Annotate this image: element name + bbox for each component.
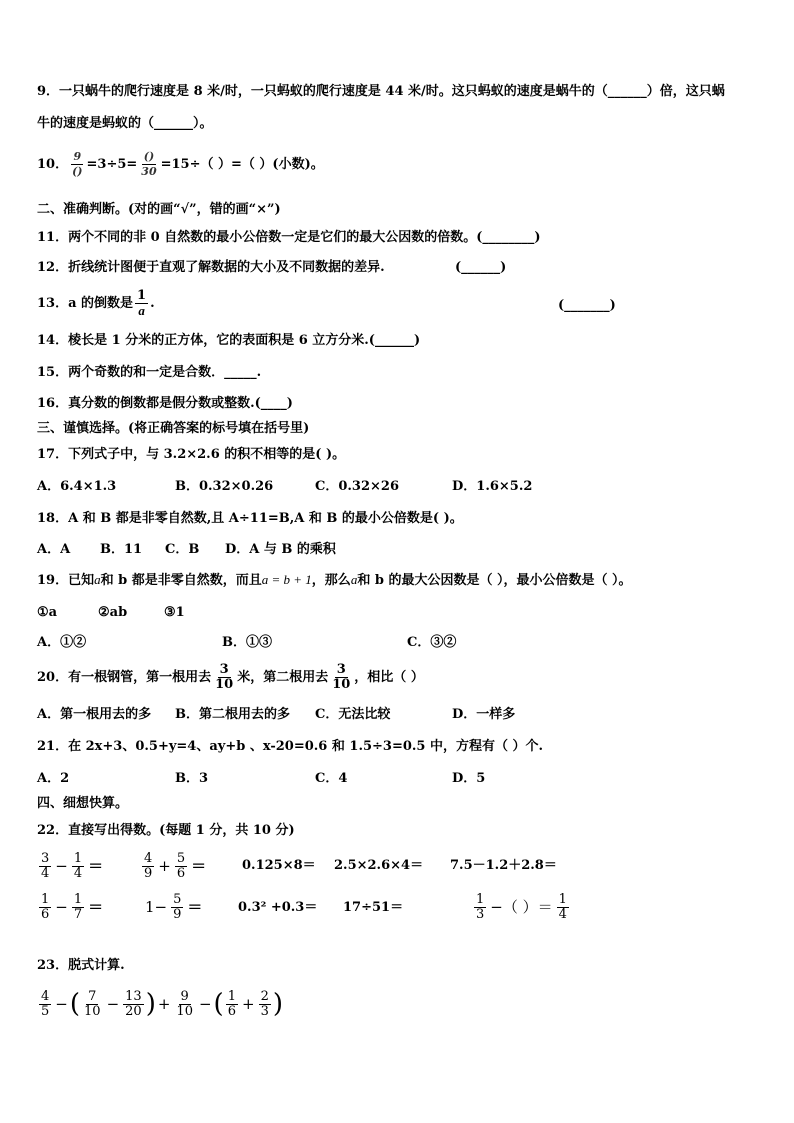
q13-blank: (_______)	[558, 298, 616, 313]
q23-op-1: −	[55, 995, 68, 1013]
q20-prefix: 20．有一根钢管，第一根用去	[37, 670, 212, 685]
q23-n2: 7	[88, 988, 97, 1004]
q21-option-c: C．4	[315, 771, 348, 786]
q10-f1-numerator: 9	[73, 150, 82, 163]
q22-r1-item-e: 7.5－1.2＋2.8＝	[450, 858, 557, 873]
q20-option-d: D．一样多	[452, 707, 516, 722]
q12-blank: (______)	[455, 260, 507, 275]
q22-r2a-equals: ＝	[88, 898, 104, 916]
q20-option-b: B．第二根用去的多	[175, 707, 290, 722]
q20-text	[37, 660, 424, 696]
q22-r2e-frac-2	[557, 893, 569, 922]
q23-n3: 13	[125, 988, 142, 1004]
q12-text: 12．折线统计图便于直观了解数据的大小及不同数据的差异.	[37, 260, 385, 275]
section-3-heading: 三、谨慎选择。(将正确答案的标号填在括号里)	[37, 421, 310, 436]
q22-r2e-n1: 1	[476, 891, 485, 907]
q10-tail: =15÷（ ）=（ ）(小数)。	[160, 157, 324, 172]
q22-r2b-d: 9	[173, 906, 182, 922]
q16: 16．真分数的倒数都是假分数或整数.(____)	[37, 396, 293, 411]
q23-d5: 6	[227, 1003, 236, 1019]
q22-r2e-middle: −（ ）＝	[490, 898, 553, 916]
q22-r2e-n2: 1	[558, 891, 567, 907]
q22-r1b-equals: ＝	[191, 857, 207, 875]
q9-line1: 9．一只蜗牛的爬行速度是 8 米/时，一只蚂蚁的爬行速度是 44 米/时。这只蚂蚁的速度是蜗牛的（______）倍，这只蜗	[37, 84, 725, 99]
q10-middle: =3÷5=	[86, 157, 138, 172]
q17-option-a: A．6.4×1.3	[37, 479, 117, 494]
q10	[37, 150, 324, 180]
q23-frac-6	[259, 990, 271, 1019]
q22-r2a-n2: 1	[73, 891, 83, 907]
q20-fraction-2	[330, 663, 352, 692]
q19-option-c: C．③②	[407, 635, 457, 650]
q19-var-a: a	[94, 572, 101, 587]
q22-r2b-prefix: 1−	[145, 898, 168, 916]
q13-numerator: 1	[137, 288, 147, 303]
q23-n4: 9	[180, 988, 189, 1004]
q20-suffix: ，相比（ ）	[354, 670, 424, 685]
q19-part-1: 19．已知	[37, 573, 95, 588]
q13	[37, 288, 155, 320]
q23-op-5: +	[241, 995, 255, 1013]
q20-f2-numerator: 3	[336, 662, 346, 677]
q10-f2-denominator: 30	[141, 165, 157, 178]
q14: 14．棱长是 1 分米的正方体，它的表面积是 6 立方分米.(______)	[37, 333, 421, 348]
q13-denominator: a	[138, 303, 145, 318]
q19-part-4: 和 b 的最大公因数是（ ），最小公倍数是（ ）。	[357, 573, 632, 588]
q22-r1-item-c: 0.125×8＝	[242, 858, 316, 873]
q10-f2-numerator: ()	[143, 150, 155, 163]
q17-option-d: D．1.6×5.2	[452, 479, 533, 494]
q22-r2a-operator: −	[55, 898, 68, 916]
q21-option-b: B．3	[175, 771, 209, 786]
q15: 15．两个奇数的和一定是合数．_____.	[37, 365, 262, 380]
q22-r2a-n1: 1	[41, 891, 50, 907]
q20-f2-denominator: 10	[332, 677, 351, 692]
q23-frac-5	[226, 990, 238, 1019]
q22-r1b-d2: 6	[176, 865, 186, 881]
q23-n1: 4	[41, 988, 50, 1004]
q10-number: 10．	[37, 157, 69, 172]
q20-option-c: C．无法比较	[315, 707, 391, 722]
q23-op-2: −	[106, 995, 120, 1013]
q23-right-paren-2: )	[272, 989, 283, 1019]
q17-text: 17．下列式子中，与 3.2×2.6 的积不相等的是( )。	[37, 447, 346, 462]
q23-expression	[37, 982, 283, 1027]
q18-option-c: C．B	[165, 542, 200, 557]
q10-fraction-2	[139, 150, 158, 179]
q19-part-3: ，那么	[311, 573, 351, 588]
q22-r1b-d1: 9	[144, 865, 153, 881]
q19-part-2: 和 b 都是非零自然数，而且	[100, 573, 262, 588]
q22-r2e-d2: 4	[558, 906, 567, 922]
q18-option-b: B．11	[100, 542, 143, 557]
q23-op-4: −	[198, 995, 212, 1013]
q23-d2: 10	[84, 1003, 101, 1019]
q22-r1a-equals: ＝	[88, 857, 104, 875]
q21-text: 21．在 2x+3、0.5+y=4、ay+b 、x-20=0.6 和 1.5÷3=0.5 中，方程有（ ）个.	[37, 739, 544, 754]
q22-r2e-d1: 3	[476, 906, 485, 922]
q22-r1-item-d: 2.5×2.6×4＝	[334, 858, 424, 873]
q20-fraction-1	[213, 663, 235, 692]
q22-r2-item-e	[472, 887, 571, 928]
q19-option-a: A．①②	[37, 635, 87, 650]
q21-option-a: A．2	[37, 771, 70, 786]
q20-f1-denominator: 10	[215, 677, 234, 692]
q23-frac-2	[82, 990, 103, 1019]
q22-r1b-operator: +	[158, 857, 171, 875]
q22-r2b-frac	[171, 893, 183, 922]
q23-frac-3	[123, 990, 144, 1019]
q22-r1a-frac-2	[72, 852, 84, 881]
q19-var-a-2: a	[350, 572, 358, 587]
q9-line2: 牛的速度是蚂蚁的（______）。	[37, 116, 213, 131]
q22-r2-item-a	[37, 887, 105, 928]
q23-d3: 20	[125, 1003, 142, 1019]
q22-r2-item-c: 0.3² +0.3＝	[238, 900, 318, 915]
q19-equation: a = b + 1	[261, 572, 312, 587]
q18-text: 18．A 和 B 都是非零自然数,且 A÷11=B,A 和 B 的最小公倍数是( )。	[37, 511, 463, 526]
section-2-heading: 二、准确判断。(对的画“√”，错的画“×”)	[37, 202, 281, 217]
q23-op-3: +	[157, 995, 171, 1013]
q19-option-b: B．①③	[222, 635, 272, 650]
q22-r1a-d2: 4	[73, 865, 83, 881]
q23-frac-4	[174, 990, 195, 1019]
q22-r2-item-d: 17÷51＝	[343, 900, 404, 915]
section-4-heading: 四、细想快算。	[37, 796, 129, 811]
q13-suffix: .	[150, 296, 155, 311]
q22-r1a-frac-1	[39, 852, 51, 881]
q22-r2a-d1: 6	[41, 906, 50, 922]
q23-d1: 5	[41, 1003, 50, 1019]
q23-d4: 10	[176, 1003, 193, 1019]
q20-f1-numerator: 3	[219, 662, 229, 677]
q22-text: 22．直接写出得数。(每题 1 分，共 10 分)	[37, 823, 295, 838]
q10-fraction-1	[70, 150, 84, 179]
q23-text: 23．脱式计算.	[37, 958, 125, 973]
q10-f1-denominator: ()	[72, 165, 83, 178]
q22-r1-item-b	[140, 846, 208, 887]
q23-n6: 2	[260, 988, 269, 1004]
q22-r2a-d2: 7	[73, 906, 83, 922]
q23-d6: 3	[260, 1003, 269, 1019]
q22-r1a-d1: 4	[41, 865, 50, 881]
q20-middle: 米，第二根用去	[237, 670, 329, 685]
q22-r1b-n1: 4	[144, 850, 153, 866]
q22-r1b-n2: 5	[176, 850, 186, 866]
q19-text	[37, 572, 632, 589]
q23-right-paren-1: )	[145, 989, 156, 1019]
q23-left-paren-1: (	[69, 989, 81, 1019]
q22-r1a-n2: 1	[73, 850, 83, 866]
q21-option-d: D．5	[452, 771, 486, 786]
q22-r2e-frac-1	[474, 893, 486, 922]
q19-choice-2: ②ab	[98, 605, 128, 620]
q23-left-paren-2: (	[213, 989, 224, 1019]
q22-r1-item-a	[37, 846, 105, 887]
q22-r2b-n: 5	[173, 891, 182, 907]
q22-r1b-frac-1	[142, 852, 154, 881]
q17-option-c: C．0.32×26	[315, 479, 399, 494]
q13-prefix: 13．a 的倒数是	[37, 296, 134, 311]
q19-choice-1: ①a	[37, 605, 58, 620]
q11: 11．两个不同的非 0 自然数的最小公倍数一定是它们的最大公因数的倍数。(________)	[37, 230, 541, 245]
q22-r1a-n1: 3	[41, 850, 50, 866]
q22-r1a-operator: −	[55, 857, 68, 875]
q19-choice-3: ③1	[164, 605, 185, 620]
q20-option-a: A．第一根用去的多	[37, 707, 152, 722]
q18-option-a: A．A	[37, 542, 71, 557]
q22-r2a-frac-1	[39, 893, 51, 922]
q23-frac-1	[39, 990, 51, 1019]
q22-r1b-frac-2	[175, 852, 187, 881]
q23-n5: 1	[227, 988, 236, 1004]
q17-option-b: B．0.32×0.26	[175, 479, 274, 494]
q13-fraction	[135, 289, 148, 318]
q22-r2b-equals: ＝	[187, 898, 203, 916]
q22-r2-item-b	[143, 887, 204, 928]
q22-r2a-frac-2	[72, 893, 84, 922]
q18-option-d: D．A 与 B 的乘积	[225, 542, 336, 557]
